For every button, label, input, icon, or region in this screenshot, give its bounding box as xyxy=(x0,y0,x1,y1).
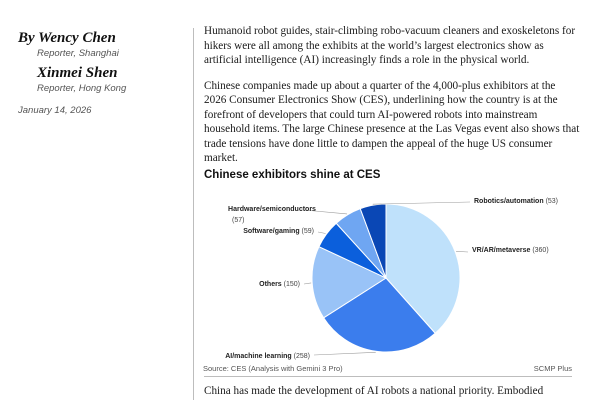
slice-label: Others (150) xyxy=(259,281,300,288)
slice-label: Hardware/semiconductors xyxy=(228,206,316,213)
slice-label: AI/machine learning (258) xyxy=(225,353,310,360)
leader-line xyxy=(318,232,326,233)
author-role: Reporter, Hong Kong xyxy=(37,83,127,94)
chart-credit: SCMP Plus xyxy=(533,364,572,373)
author-block xyxy=(18,64,183,95)
chart-divider xyxy=(204,376,572,377)
slice-value-label: (57) xyxy=(232,217,245,224)
leader-line xyxy=(314,352,376,355)
leader-line xyxy=(456,251,468,252)
author-role: Reporter, Shanghai xyxy=(37,48,119,59)
slice-label: VR/AR/metaverse (360) xyxy=(472,247,549,254)
author-name[interactable]: Wency Chen xyxy=(38,30,116,46)
author-name[interactable]: Xinmei Shen xyxy=(37,65,118,81)
article-paragraph: Chinese companies made up about a quarter of the 4,000-plus exhibitors at the 2026 Consumer Electronics Show (CES), underlining how the country is at the forefront of developers that could turn AI-powered robots into mainstream household items. The large Chinese presence at the Las Vegas event also shows that trade tensions have done little to dampen the appeal of the huge US consumer market. xyxy=(204,79,580,164)
article-body xyxy=(204,24,580,177)
chart-source: Source: CES (Analysis with Gemini 3 Pro) xyxy=(203,364,343,373)
byline xyxy=(18,29,183,116)
slice-label: Robotics/automation (53) xyxy=(474,198,559,205)
leader-line xyxy=(373,202,470,204)
slice-label: Software/gaming (59) xyxy=(243,228,314,235)
pie-chart xyxy=(204,166,572,362)
article-paragraph: Humanoid robot guides, stair-climbing robo-vacuum cleaners and exoskeletons for hikers were all among the exhibits at the world’s largest electronics show as artificial intelligence (AI) increasingly finds a role in the physical world. xyxy=(204,25,576,66)
article-paragraph: China has made the development of AI robots a national priority. Embodied xyxy=(204,385,544,397)
leader-line xyxy=(304,283,311,284)
byline-prefix: By xyxy=(18,30,35,46)
publish-date: January 14, 2026 xyxy=(18,105,92,116)
author-block xyxy=(18,29,183,60)
chart-figure xyxy=(204,166,572,378)
chart-title: Chinese exhibitors shine at CES xyxy=(204,169,381,181)
column-divider xyxy=(193,28,194,400)
